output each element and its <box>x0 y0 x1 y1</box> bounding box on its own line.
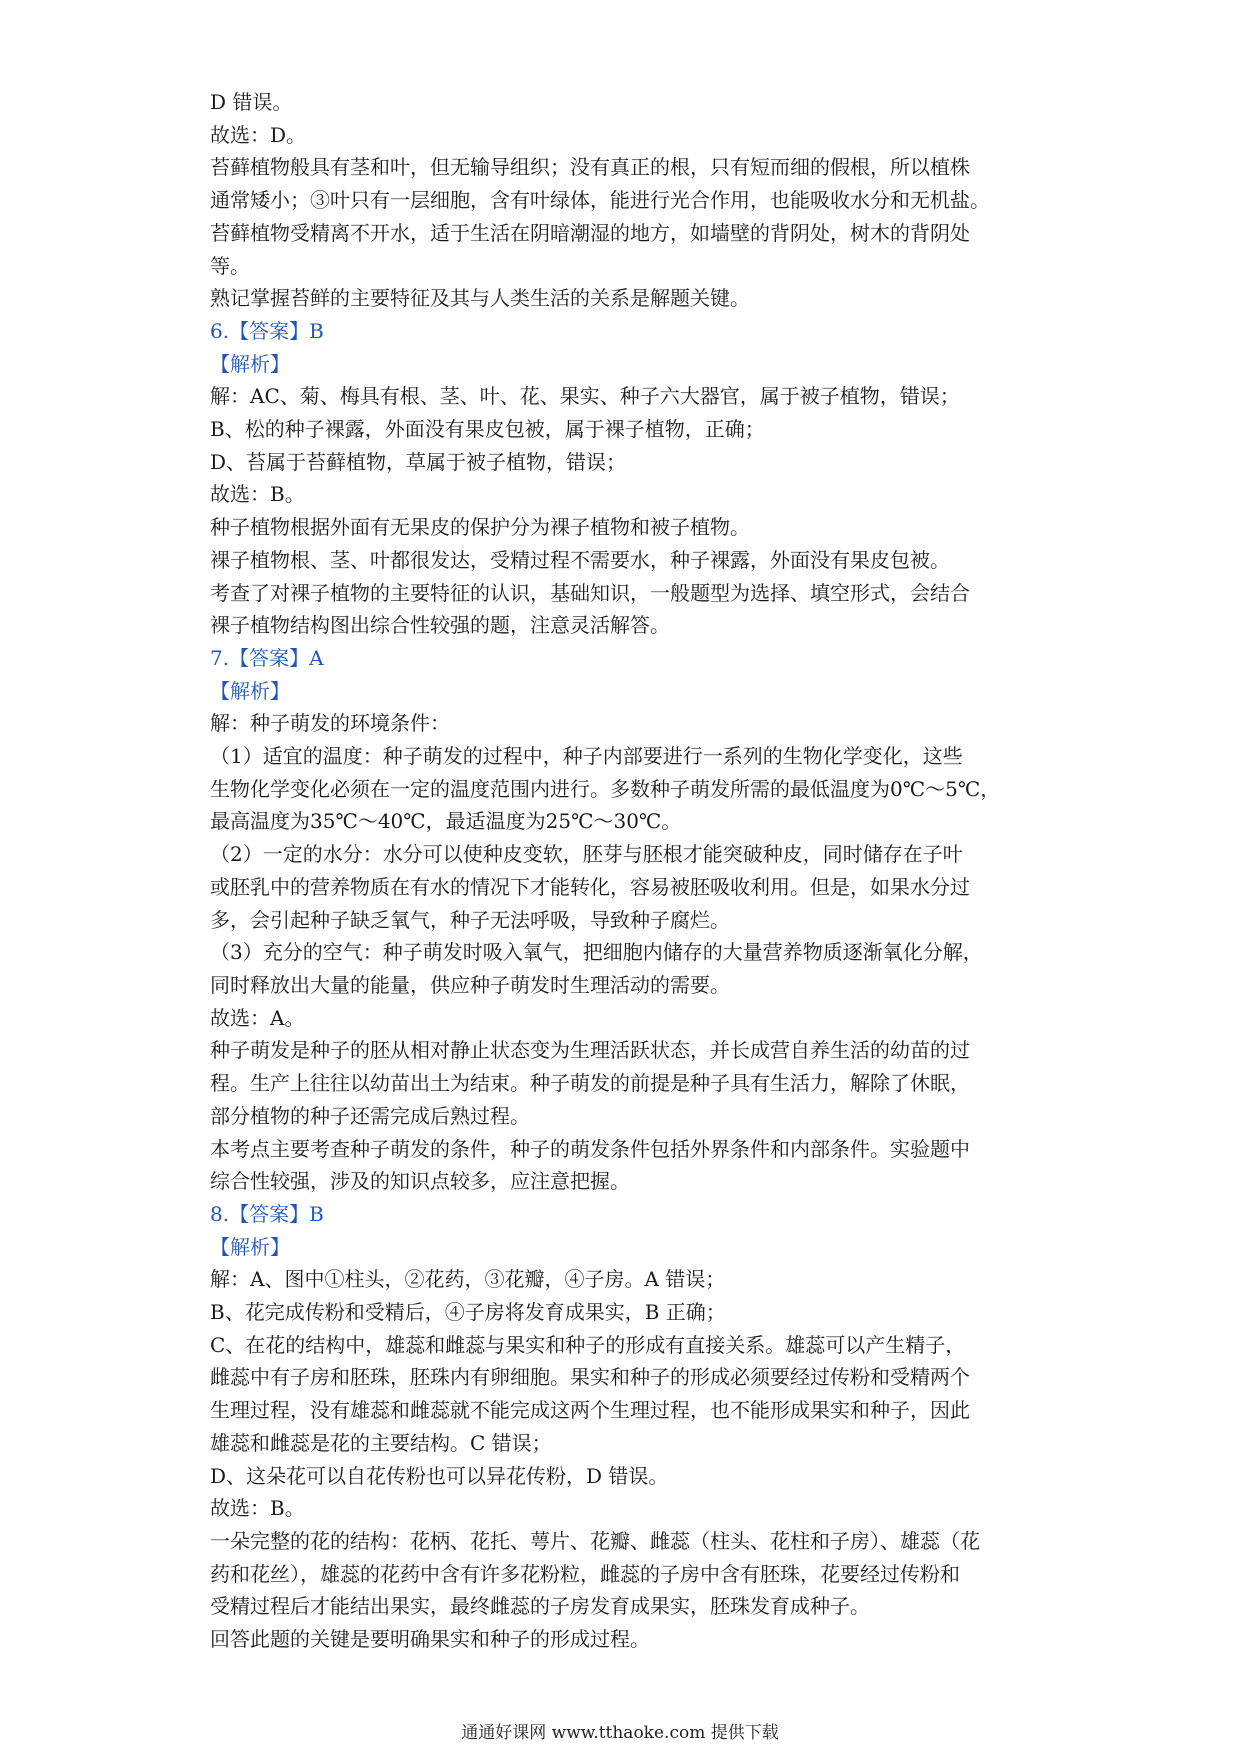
text-line: 故选：B。 <box>210 482 305 507</box>
text-line: 解：种子萌发的环境条件： <box>210 711 450 736</box>
text-line: 生理过程，没有雄蕊和雌蕊就不能完成这两个生理过程，也不能形成果实和种子，因此 <box>210 1398 970 1423</box>
page-footer <box>0 1722 1240 1744</box>
text-line: 种子萌发是种子的胚从相对静止状态变为生理活跃状态，并长成营自养生活的幼苗的过 <box>210 1038 970 1063</box>
text-line: 解：AC、菊、梅具有根、茎、叶、花、果实、种子六大器官，属于被子植物，错误； <box>210 384 960 409</box>
text-line: 解：A、图中①柱头，②花药，③花瓣，④子房。A 错误； <box>210 1267 726 1292</box>
text-line: C、在花的结构中，雄蕊和雌蕊与果实和种子的形成有直接关系。雄蕊可以产生精子， <box>210 1332 966 1357</box>
text-line: D、苔属于苔藓植物，草属于被子植物，错误； <box>210 449 627 474</box>
section-heading: 【解析】 <box>210 678 290 703</box>
text-line: 故选：D。 <box>210 122 307 147</box>
footer-site-name: 通通好课网 <box>461 1723 547 1743</box>
text-line: 程。生产上往往以幼苗出土为结束。种子萌发的前提是种子具有生活力，解除了休眠， <box>210 1071 970 1096</box>
text-line: 生物化学变化必须在一定的温度范围内进行。多数种子萌发所需的最低温度为0℃～5℃， <box>210 776 1001 801</box>
section-heading: 7.【答案】A <box>210 645 324 670</box>
text-line: 种子植物根据外面有无果皮的保护分为裸子植物和被子植物。 <box>210 515 750 540</box>
text-line: 药和花丝），雄蕊的花药中含有许多花粉粒，雌蕊的子房中含有胚珠，花要经过传粉和 <box>210 1561 960 1586</box>
text-line: 考查了对裸子植物的主要特征的认识，基础知识，一般题型为选择、填空形式，会结合 <box>210 580 970 605</box>
text-line: 或胚乳中的营养物质在有水的情况下才能转化，容易被胚吸收利用。但是，如果水分过 <box>210 874 970 899</box>
text-line: 苔藓植物般具有茎和叶，但无输导组织；没有真正的根，只有短而细的假根，所以植株 <box>210 155 970 180</box>
text-line: B、松的种子裸露，外面没有果皮包被，属于裸子植物，正确； <box>210 417 765 442</box>
text-line: 裸子植物结构图出综合性较强的题，注意灵活解答。 <box>210 613 670 638</box>
text-line: 一朵完整的花的结构：花柄、花托、萼片、花瓣、雌蕊（柱头、花柱和子房）、雄蕊（花 <box>210 1528 980 1553</box>
footer-site-url[interactable]: www.tthaoke.com <box>551 1723 706 1743</box>
section-heading: 6.【答案】B <box>210 318 324 343</box>
text-line: 故选：B。 <box>210 1496 305 1521</box>
text-line: 本考点主要考查种子萌发的条件，种子的萌发条件包括外界条件和内部条件。实验题中 <box>210 1136 970 1161</box>
text-line: 受精过程后才能结出果实，最终雌蕊的子房发育成果实，胚珠发育成种子。 <box>210 1594 870 1619</box>
text-line: D、这朵花可以自花传粉也可以异花传粉，D 错误。 <box>210 1463 669 1488</box>
text-line: 同时释放出大量的能量，供应种子萌发时生理活动的需要。 <box>210 972 730 997</box>
footer-suffix: 提供下载 <box>710 1723 779 1743</box>
text-line: 雌蕊中有子房和胚珠，胚珠内有卵细胞。果实和种子的形成必须要经过传粉和受精两个 <box>210 1365 970 1390</box>
text-line: 综合性较强，涉及的知识点较多，应注意把握。 <box>210 1169 630 1194</box>
text-line: 回答此题的关键是要明确果实和种子的形成过程。 <box>210 1627 650 1652</box>
text-line: 苔藓植物受精离不开水，适于生活在阴暗潮湿的地方，如墙壁的背阴处，树木的背阴处 <box>210 220 970 245</box>
text-line: 最高温度为35℃～40℃，最适温度为25℃～30℃。 <box>210 809 682 834</box>
section-heading: 【解析】 <box>210 1234 290 1259</box>
text-line: 通常矮小；③叶只有一层细胞，含有叶绿体，能进行光合作用，也能吸收水分和无机盐。 <box>210 188 990 213</box>
text-line: 雄蕊和雌蕊是花的主要结构。C 错误； <box>210 1430 552 1455</box>
text-line: （3）充分的空气：种子萌发时吸入氧气，把细胞内储存的大量营养物质逐渐氧化分解， <box>210 940 983 965</box>
text-line: 等。 <box>210 253 250 278</box>
section-heading: 【解析】 <box>210 351 290 376</box>
text-line: （2）一定的水分：水分可以使种皮变软，胚芽与胚根才能突破种皮，同时储存在子叶 <box>210 842 963 867</box>
text-line: 故选：A。 <box>210 1005 305 1030</box>
text-line: 多，会引起种子缺乏氧气，种子无法呼吸，导致种子腐烂。 <box>210 907 730 932</box>
document-body <box>210 86 1050 1656</box>
text-line: B、花完成传粉和受精后，④子房将发育成果实，B 正确； <box>210 1300 726 1325</box>
text-line: D 错误。 <box>210 90 293 114</box>
text-line: 熟记掌握苔鲜的主要特征及其与人类生活的关系是解题关键。 <box>210 286 750 311</box>
text-line: 裸子植物根、茎、叶都很发达，受精过程不需要水，种子裸露，外面没有果皮包被。 <box>210 547 950 572</box>
text-line: （1）适宜的温度：种子萌发的过程中，种子内部要进行一系列的生物化学变化，这些 <box>210 744 963 769</box>
text-line: 部分植物的种子还需完成后熟过程。 <box>210 1103 530 1128</box>
section-heading: 8.【答案】B <box>210 1201 324 1226</box>
